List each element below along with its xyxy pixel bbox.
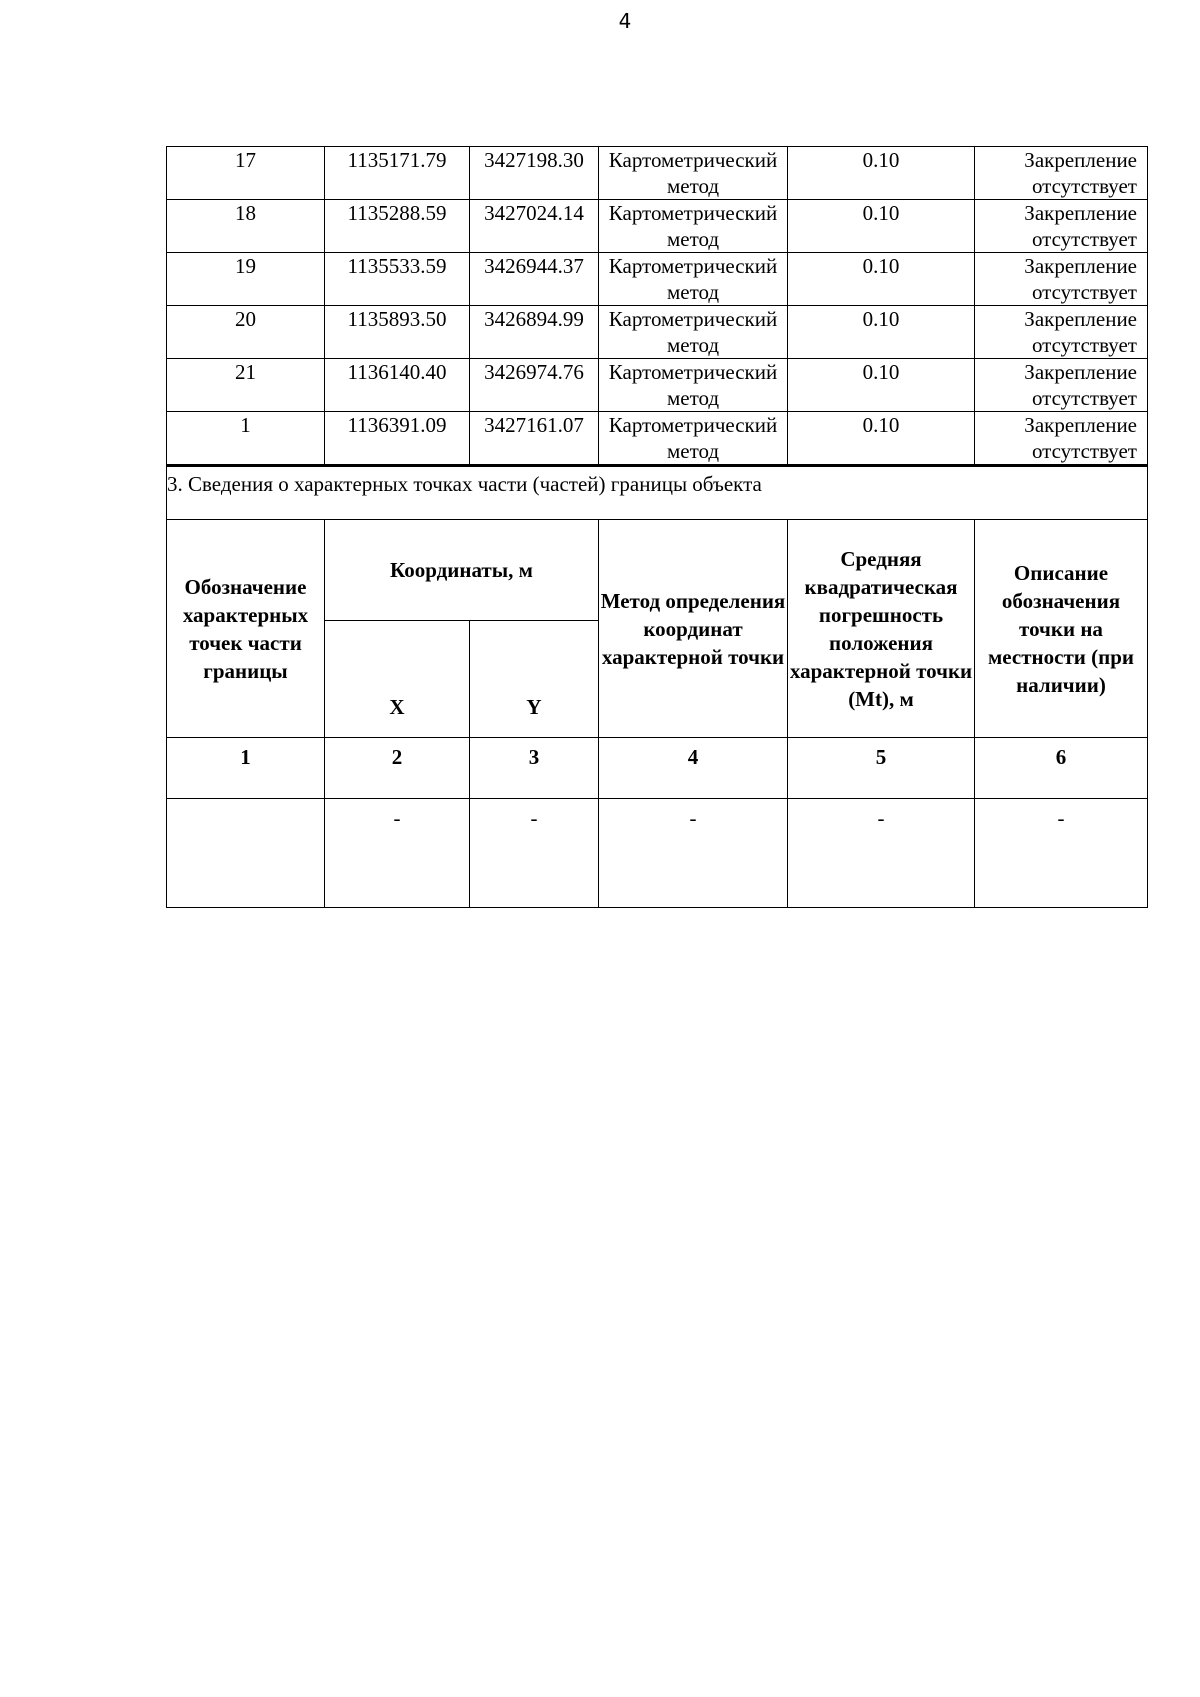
description-cell (975, 306, 1148, 359)
point-number-cell (167, 200, 325, 253)
x-coordinate-text: 1136391.09 (347, 413, 447, 437)
method-cell (599, 412, 788, 466)
dash-cell: - (788, 799, 975, 908)
method-cell (599, 253, 788, 306)
mt-text: 0.10 (862, 201, 900, 225)
method-text: Картометрический (608, 360, 778, 384)
method-text: метод (666, 439, 720, 463)
section-3-title: 3. Сведения о характерных точках части (частей) границы объекта (167, 472, 762, 496)
column-number: 1 (167, 738, 325, 799)
dash-cell: - (325, 799, 470, 908)
page-number: 4 (618, 9, 632, 33)
point-number-text: 18 (235, 201, 256, 225)
section-3-title-row (167, 466, 1148, 520)
y-coordinate-cell (470, 253, 599, 306)
method-text: Картометрический (608, 201, 778, 225)
x-coordinate-text: 1135533.59 (347, 254, 447, 278)
y-coordinate-cell (470, 359, 599, 412)
point-number-text: 21 (235, 360, 256, 384)
description-text: отсутствует (1031, 333, 1137, 357)
description-cell (975, 147, 1148, 200)
point-number-text: 20 (235, 307, 256, 331)
method-cell (599, 147, 788, 200)
header-coordinates: Координаты, м (325, 520, 599, 621)
point-number-text: 19 (235, 254, 256, 278)
y-coordinate-cell (470, 147, 599, 200)
point-number-text: 17 (235, 148, 256, 172)
description-text: отсутствует (1031, 227, 1137, 251)
method-text: Картометрический (608, 413, 778, 437)
header-description: Описание обозначения точки на местности (при наличии) (975, 520, 1148, 738)
dash-cell: - (470, 799, 599, 908)
coordinates-table (166, 146, 1148, 908)
header-method: Метод определения координат характерной точки (599, 520, 788, 738)
method-text: Картометрический (608, 254, 778, 278)
y-coordinate-text: 3426894.99 (484, 307, 584, 331)
y-coordinate-cell (470, 412, 599, 466)
method-text: метод (666, 174, 720, 198)
y-coordinate-text: 3427198.30 (484, 148, 584, 172)
point-number-cell (167, 306, 325, 359)
description-text: Закрепление (1024, 360, 1137, 384)
method-cell (599, 306, 788, 359)
point-number-text: 1 (240, 413, 251, 437)
column-number: 6 (975, 738, 1148, 799)
mt-cell (788, 412, 975, 466)
method-cell (599, 200, 788, 253)
method-text: Картометрический (608, 307, 778, 331)
table-row (167, 200, 1148, 253)
method-text: метод (666, 386, 720, 410)
description-cell (975, 253, 1148, 306)
description-text: отсутствует (1031, 280, 1137, 304)
y-coordinate-text: 3426974.76 (484, 360, 584, 384)
point-number-cell (167, 412, 325, 466)
y-coordinate-text: 3427161.07 (484, 413, 584, 437)
y-coordinate-text: 3427024.14 (484, 201, 584, 225)
x-coordinate-text: 1135171.79 (347, 148, 447, 172)
description-text: отсутствует (1031, 386, 1137, 410)
dash-cell: - (975, 799, 1148, 908)
description-text: Закрепление (1024, 254, 1137, 278)
mt-cell (788, 359, 975, 412)
description-cell (975, 359, 1148, 412)
mt-cell (788, 306, 975, 359)
column-number: 4 (599, 738, 788, 799)
method-text: метод (666, 333, 720, 357)
x-coordinate-cell (325, 306, 470, 359)
empty-cell (167, 799, 325, 908)
mt-text: 0.10 (862, 148, 900, 172)
x-coordinate-cell (325, 253, 470, 306)
x-coordinate-cell (325, 200, 470, 253)
table-row (167, 147, 1148, 200)
point-number-cell (167, 253, 325, 306)
column-number: 5 (788, 738, 975, 799)
column-number-row (167, 738, 1148, 799)
x-coordinate-text: 1135288.59 (347, 201, 447, 225)
empty-data-row (167, 799, 1148, 908)
header-y: Y (470, 621, 599, 738)
x-coordinate-cell (325, 147, 470, 200)
description-text: Закрепление (1024, 148, 1137, 172)
section-3-header-row (167, 520, 1148, 621)
section-3-title-cell (167, 466, 1148, 520)
mt-cell (788, 200, 975, 253)
method-cell (599, 359, 788, 412)
description-cell (975, 200, 1148, 253)
point-number-cell (167, 359, 325, 412)
table-row (167, 253, 1148, 306)
mt-text: 0.10 (862, 254, 900, 278)
mt-text: 0.10 (862, 360, 900, 384)
x-coordinate-cell (325, 412, 470, 466)
column-number: 3 (470, 738, 599, 799)
point-rows (167, 147, 1148, 466)
dash-cell: - (599, 799, 788, 908)
table-row (167, 359, 1148, 412)
y-coordinate-cell (470, 306, 599, 359)
column-number: 2 (325, 738, 470, 799)
header-mt: Средняя квадратическая погрешность положения характерной точки (Mt), м (788, 520, 975, 738)
point-number-cell (167, 147, 325, 200)
method-text: Картометрический (608, 148, 778, 172)
method-text: метод (666, 280, 720, 304)
description-text: Закрепление (1024, 201, 1137, 225)
header-designation: Обозначение характерных точек части границы (167, 520, 325, 738)
header-x: X (325, 621, 470, 738)
mt-text: 0.10 (862, 307, 900, 331)
mt-text: 0.10 (862, 413, 900, 437)
x-coordinate-text: 1136140.40 (347, 360, 447, 384)
x-coordinate-cell (325, 359, 470, 412)
x-coordinate-text: 1135893.50 (347, 307, 447, 331)
method-text: метод (666, 227, 720, 251)
description-text: отсутствует (1031, 439, 1137, 463)
y-coordinate-cell (470, 200, 599, 253)
mt-cell (788, 147, 975, 200)
description-text: Закрепление (1024, 307, 1137, 331)
y-coordinate-text: 3426944.37 (484, 254, 584, 278)
table-row (167, 412, 1148, 466)
description-cell (975, 412, 1148, 466)
description-text: отсутствует (1031, 174, 1137, 198)
mt-cell (788, 253, 975, 306)
description-text: Закрепление (1024, 413, 1137, 437)
table-row (167, 306, 1148, 359)
